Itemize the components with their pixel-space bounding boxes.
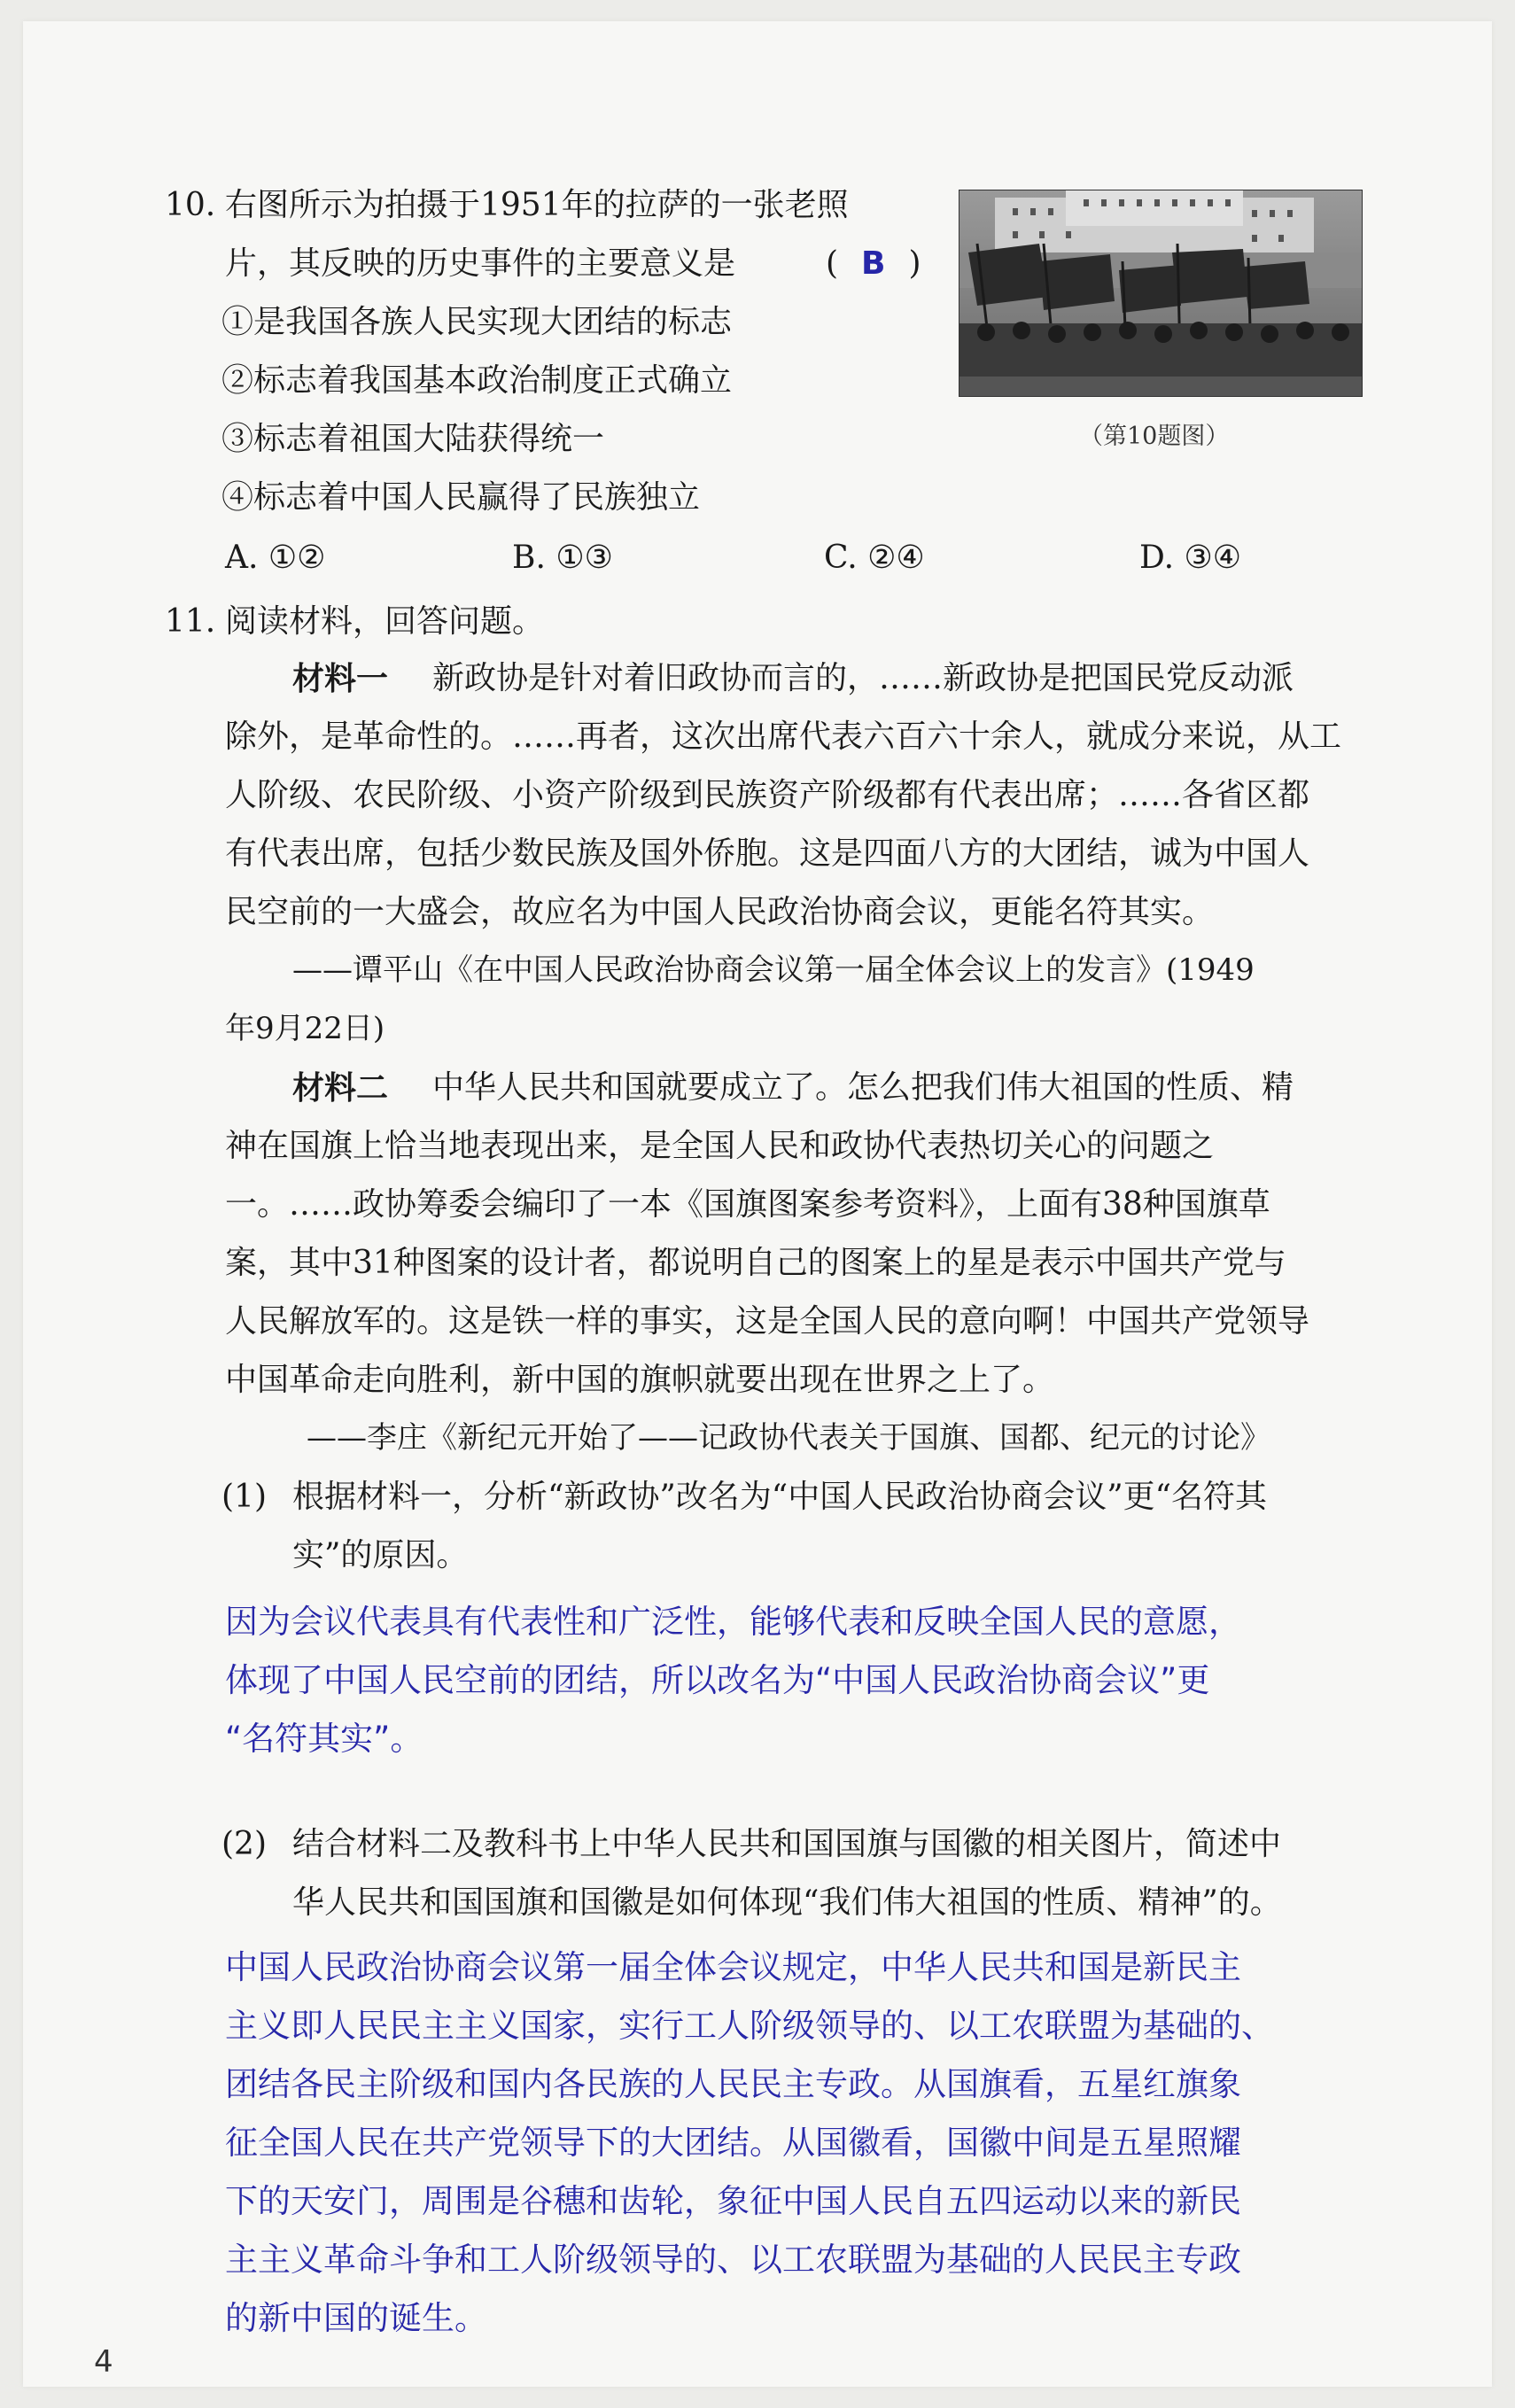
sub2-answer-line: 主义即人民民主主义国家，实行工人阶级领导的、以工农联盟为基础的、 [225, 2007, 1274, 2045]
q10-option-c: C. ②④ [824, 540, 925, 576]
q10-option-b: B. ①③ [512, 540, 613, 576]
material1-line: 除外，是革命性的。……再者，这次出席代表六百六十余人，就成分来说，从工 [225, 719, 1342, 755]
sub2-answer-line: 主主义革命斗争和工人阶级领导的、以工农联盟为基础的人民民主专政 [225, 2241, 1241, 2279]
q11-number: 11. [165, 603, 216, 640]
sub2-answer-line: 的新中国的诞生。 [225, 2299, 487, 2337]
material2-line: 一。……政协筹委会编印了一本《国旗图案参考资料》，上面有38种国旗草 [225, 1186, 1270, 1223]
material1-line: 有代表出席，包括少数民族及国外侨胞。这是四面八方的大团结，诚为中国人 [225, 835, 1310, 872]
sub2-answer-line: 中国人民政治协商会议第一届全体会议规定，中华人民共和国是新民主 [225, 1948, 1241, 1986]
sub1-question-line2: 实”的原因。 [292, 1537, 469, 1573]
material1-source-date: 年9月22日) [225, 1011, 385, 1046]
q10-stem-line2: 片，其反映的历史事件的主要意义是 [225, 245, 736, 282]
sub1-answer-line: 体现了中国人民空前的团结，所以改名为“中国人民政治协商会议”更 [225, 1661, 1210, 1699]
sub1-answer-line: 因为会议代表具有代表性和广泛性，能够代表和反映全国人民的意愿， [225, 1603, 1241, 1641]
sub1-number: (1) [221, 1479, 267, 1515]
q10-statement-3: ③标志着祖国大陆获得统一 [221, 421, 605, 457]
q10-stem-line1: 右图所示为拍摄于1951年的拉萨的一张老照 [225, 187, 849, 223]
material1-line: 人阶级、农民阶级、小资产阶级到民族资产阶级都有代表出席；……各省区都 [225, 777, 1310, 813]
material1-line: 民空前的一大盛会，故应名为中国人民政治协商会议，更能名符其实。 [225, 894, 1215, 930]
material2-line: 人民解放军的。这是铁一样的事实，这是全国人民的意向啊！中国共产党领导 [225, 1303, 1310, 1340]
material1-line: 新政协是针对着旧政协而言的，……新政协是把国民党反动派 [432, 660, 1294, 696]
page-number: 4 [94, 2344, 113, 2380]
q10-figure-caption: （第10题图） [1079, 423, 1230, 450]
lhasa-photo-illustration [960, 190, 1362, 396]
sub1-question-line1: 根据材料一，分析“新政协”改名为“中国人民政治协商会议”更“名符其 [292, 1479, 1268, 1515]
material2-line: 神在国旗上恰当地表现出来，是全国人民和政协代表热切关心的问题之 [225, 1128, 1215, 1164]
q10-paren-open: ( [826, 245, 839, 282]
material2-line: 案，其中31种图案的设计者，都说明自己的图案上的星是表示中国共产党与 [225, 1245, 1286, 1281]
q10-answer: B [861, 245, 886, 282]
sub2-answer-line: 下的天安门，周围是谷穗和齿轮，象征中国人民自五四运动以来的新民 [225, 2182, 1241, 2220]
q10-statement-4: ④标志着中国人民赢得了民族独立 [221, 479, 701, 516]
q10-option-a: A. ①② [225, 540, 326, 576]
material2-line: 中国革命走向胜利，新中国的旗帜就要出现在世界之上了。 [225, 1362, 1055, 1398]
sub1-answer-line: “名符其实”。 [225, 1720, 423, 1758]
q11-prompt: 阅读材料，回答问题。 [225, 603, 545, 640]
material1-source: ——谭平山《在中国人民政治协商会议第一届全体会议上的发言》(1949 [292, 952, 1255, 988]
q10-option-d: D. ③④ [1139, 540, 1242, 576]
material2-label: 材料二 [292, 1069, 389, 1107]
sub2-answer-line: 征全国人民在共产党领导下的大团结。从国徽看，国徽中间是五星照耀 [225, 2124, 1241, 2162]
sub2-question-line2: 华人民共和国国旗和国徽是如何体现“我们伟大祖国的性质、精神”的。 [292, 1884, 1282, 1921]
q10-paren-close: ) [908, 245, 921, 282]
sub2-number: (2) [221, 1826, 267, 1862]
q10-photo [959, 190, 1363, 397]
q10-statement-2: ②标志着我国基本政治制度正式确立 [221, 362, 733, 399]
sub2-answer-line: 团结各民主阶级和国内各民族的人民民主专政。从国旗看，五星红旗象 [225, 2065, 1241, 2103]
material2-source: ——李庄《新纪元开始了——记政协代表关于国旗、国都、纪元的讨论》 [307, 1420, 1270, 1456]
q10-answer-slot [826, 245, 921, 282]
sub2-question-line1: 结合材料二及教科书上中华人民共和国国旗与国徽的相关图片，简述中 [292, 1826, 1282, 1862]
q10-number: 10. [165, 187, 216, 223]
material2-line: 中华人民共和国就要成立了。怎么把我们伟大祖国的性质、精 [432, 1069, 1294, 1106]
q10-statement-1: ①是我国各族人民实现大团结的标志 [221, 304, 733, 340]
material1-label: 材料一 [292, 660, 389, 697]
